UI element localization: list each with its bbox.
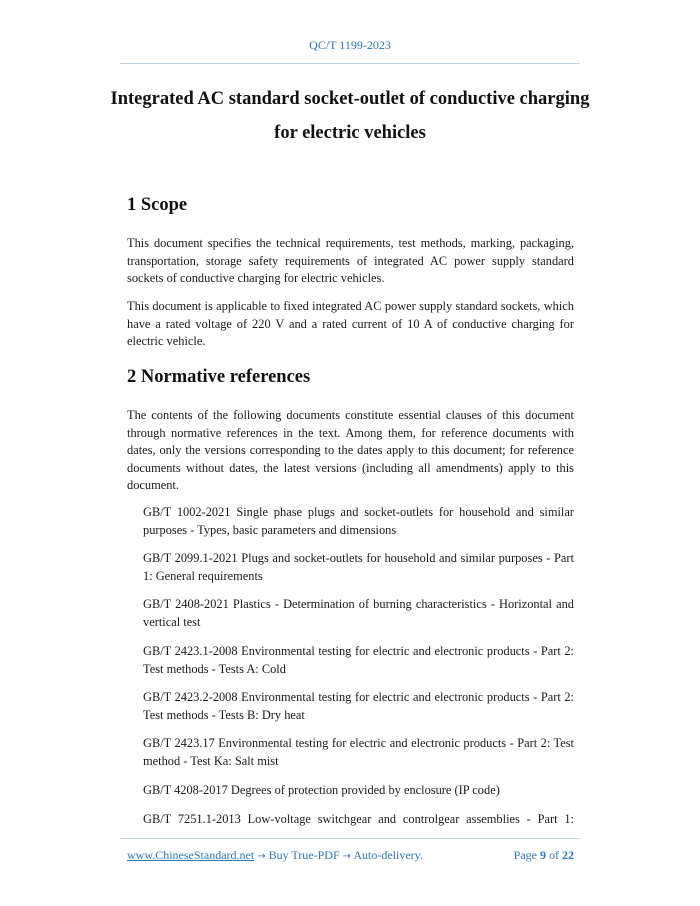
arrow-right-icon: → — [257, 851, 266, 862]
page-total: 22 — [562, 848, 574, 862]
reference-item: GB/T 2423.1-2008 Environmental testing for electric and electronic products - Part 2: Test methods - Tests A: Cold — [143, 644, 574, 676]
scope-paragraph-1: This document specifies the technical requirements, test methods, marking, packaging, transportation, storage safety requirements of integrated AC power supply standard sockets of conductive charging for electric vehicles. — [127, 236, 574, 285]
page-of-label: of — [549, 848, 559, 862]
chinesestandard-link[interactable]: www.ChineseStandard.net — [127, 848, 255, 862]
page-label: Page — [513, 848, 537, 862]
document-number-header: QC/T 1199-2023 — [309, 38, 391, 52]
footer-divider — [120, 838, 580, 839]
auto-delivery-text: Auto-delivery. — [353, 848, 423, 862]
scope-paragraph-2: This document is applicable to fixed integrated AC power supply standard sockets, which have a rated voltage of 220 V and a rated current of 10 A of conductive charging for electric vehicle. — [127, 299, 574, 348]
page-indicator — [514, 848, 574, 863]
document-title — [110, 82, 590, 150]
buy-true-pdf-text: Buy True-PDF — [268, 848, 340, 862]
section-heading-normative-references: 2 Normative references — [127, 367, 311, 387]
page-footer — [127, 848, 574, 863]
reference-item: GB/T 2423.2-2008 Environmental testing for electric and electronic products - Part 2: Test methods - Tests B: Dry heat — [143, 690, 574, 722]
header-divider — [120, 63, 580, 64]
reference-item: GB/T 2408-2021 Plastics - Determination of burning characteristics - Horizontal and vertical test — [143, 597, 574, 629]
document-title-line-2: for electric vehicles — [274, 123, 426, 143]
normative-references-intro: The contents of the following documents constitute essential clauses of this document through normative references in the text. Among them, for reference documents with dates, only the versions corresponding to the dates apply to this document; for reference documents without dates, the latest versions (including all amendments) apply to this document. — [127, 408, 574, 492]
reference-item: GB/T 2099.1-2021 Plugs and socket-outlets for household and similar purposes - Part 1: General requirements — [143, 551, 574, 583]
reference-item: GB/T 1002-2021 Single phase plugs and socket-outlets for household and similar purposes - Types, basic parameters and dimensions — [143, 505, 574, 537]
reference-item: GB/T 2423.17 Environmental testing for electric and electronic products - Part 2: Test method - Test Ka: Salt mist — [143, 736, 574, 768]
arrow-right-icon: → — [342, 851, 352, 862]
page-current: 9 — [540, 848, 546, 862]
reference-item: GB/T 7251.1-2013 Low-voltage switchgear and controlgear assemblies - Part 1: — [143, 812, 574, 826]
reference-item: GB/T 4208-2017 Degrees of protection provided by enclosure (IP code) — [143, 783, 500, 797]
footer-promo — [127, 848, 423, 863]
section-heading-scope: 1 Scope — [127, 195, 188, 215]
document-title-line-1: Integrated AC standard socket-outlet of conductive charging — [110, 89, 590, 109]
